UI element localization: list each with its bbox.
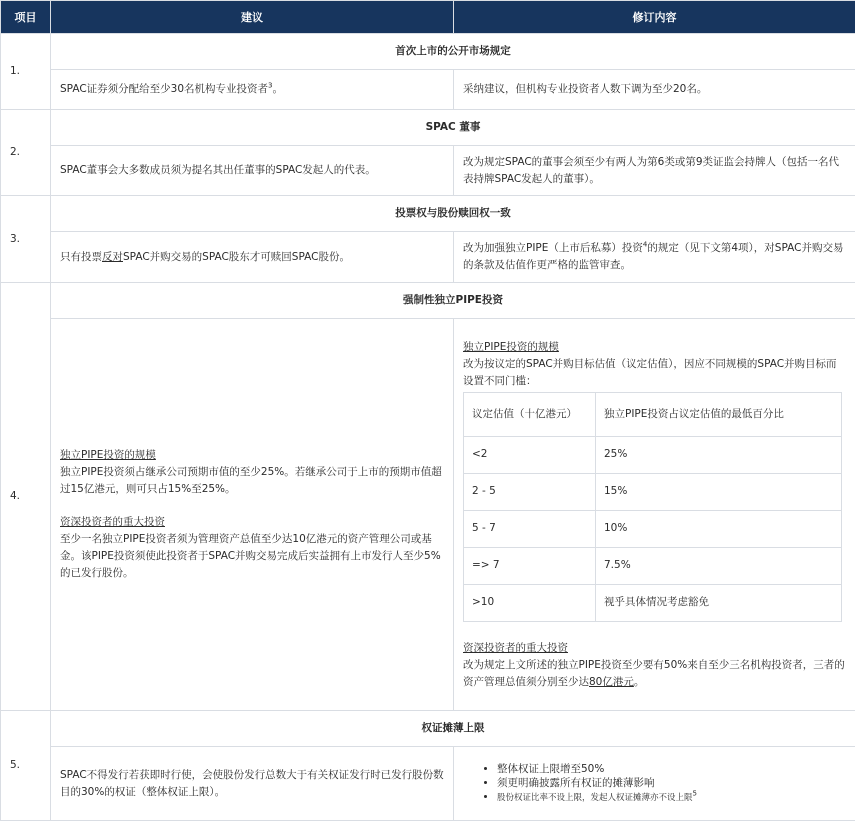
header-revision: 修订内容 bbox=[454, 1, 855, 34]
row-4-content bbox=[1, 319, 855, 711]
row-2-title bbox=[1, 110, 855, 146]
table-row bbox=[464, 473, 842, 510]
threshold-valuation: 5 - 7 bbox=[464, 510, 596, 547]
proposal-emphasis: 反对 bbox=[102, 250, 123, 263]
row-3-content bbox=[1, 232, 855, 283]
threshold-percent: 25% bbox=[596, 436, 842, 473]
revision-cell bbox=[454, 232, 855, 283]
threshold-percent: 15% bbox=[596, 473, 842, 510]
row-title: 权证摊薄上限 bbox=[51, 711, 855, 747]
row-title: 首次上市的公开市场规定 bbox=[51, 34, 855, 70]
list-item-text: 股份权证比率不设上限，发起人权证摊薄亦不设上限 bbox=[497, 793, 693, 803]
threshold-valuation: 2 - 5 bbox=[464, 473, 596, 510]
revision-cell: 改为规定SPAC的董事会须至少有两人为第6类或第9类证监会持牌人（包括一名代表持牌SPAC发起人的董事）。 bbox=[454, 146, 855, 196]
threshold-percent: 视乎具体情况考虑豁免 bbox=[596, 584, 842, 621]
threshold-percent: 10% bbox=[596, 510, 842, 547]
row-1-content bbox=[1, 70, 855, 110]
row-number: 4. bbox=[1, 283, 51, 711]
spacer bbox=[60, 498, 444, 514]
section-text bbox=[463, 657, 846, 691]
footnote-ref: 5 bbox=[692, 789, 697, 798]
header-item: 项目 bbox=[1, 1, 51, 34]
section-text: 至少一名独立PIPE投资者须为管理资产总值至少达10亿港元的资产管理公司或基金。该PIPE投资须使此投资者于SPAC并购交易完成后实益拥有上市发行人至少5%的已发行股份。 bbox=[60, 533, 441, 579]
threshold-header-percent: 独立PIPE投资占议定估值的最低百分比 bbox=[596, 392, 842, 436]
list-item: • 整体权证上限增至50% bbox=[497, 762, 846, 776]
row-number: 3. bbox=[1, 196, 51, 283]
row-number: 5. bbox=[1, 711, 51, 821]
header-proposal: 建议 bbox=[51, 1, 454, 34]
table-header-row bbox=[1, 1, 855, 34]
section-text-emphasis: 80亿港元 bbox=[589, 675, 634, 688]
list-item bbox=[497, 790, 846, 805]
revision-cell bbox=[454, 319, 855, 711]
row-1-title bbox=[1, 34, 855, 70]
threshold-table bbox=[463, 392, 842, 622]
row-4-title bbox=[1, 283, 855, 319]
proposal-text-end: 。 bbox=[272, 83, 283, 95]
table-row bbox=[464, 436, 842, 473]
proposal-cell: SPAC不得发行若获即时行使，会使股份发行总数大于有关权证发行时已发行股份数目的30%的权证（整体权证上限）。 bbox=[51, 747, 454, 821]
row-number: 1. bbox=[1, 34, 51, 110]
revision-text: 改为加强独立PIPE（上市后私募）投资 bbox=[463, 242, 643, 254]
list-item: • 须更明确披露所有权证的摊薄影响 bbox=[497, 776, 846, 790]
table-row bbox=[464, 584, 842, 621]
row-5-title bbox=[1, 711, 855, 747]
row-title: SPAC 董事 bbox=[51, 110, 855, 146]
footnote-ref: 3 bbox=[268, 81, 273, 90]
row-5-content bbox=[1, 747, 855, 821]
row-2-content bbox=[1, 146, 855, 196]
revision-cell: 采纳建议，但机构专业投资者人数下调为至少20名。 bbox=[454, 70, 855, 110]
revision-bullets bbox=[463, 762, 846, 805]
proposal-cell: SPAC董事会大多数成员须为提名其出任董事的SPAC发起人的代表。 bbox=[51, 146, 454, 196]
proposal-text: 只有投票 bbox=[60, 250, 102, 263]
section-heading: 独立PIPE投资的规模 bbox=[60, 449, 156, 461]
threshold-header-valuation: 议定估值（十亿港元） bbox=[464, 392, 596, 436]
table-row bbox=[464, 547, 842, 584]
proposal-text-end: SPAC并购交易的SPAC股东才可赎回SPAC股份。 bbox=[123, 250, 350, 263]
footnote-ref: 4 bbox=[642, 240, 648, 249]
section-text: 独立PIPE投资须占继承公司预期市值的至少25%。若继承公司于上市的预期市值超过15亿港元，则可只占15%至25%。 bbox=[60, 466, 442, 495]
proposal-cell bbox=[51, 319, 454, 711]
threshold-valuation: <2 bbox=[464, 436, 596, 473]
section-text-end: 。 bbox=[633, 675, 645, 688]
row-3-title bbox=[1, 196, 855, 232]
row-number: 2. bbox=[1, 110, 51, 196]
section-heading: 资深投资者的重大投资 bbox=[60, 516, 165, 528]
threshold-valuation: >10 bbox=[464, 584, 596, 621]
threshold-header-row bbox=[464, 392, 842, 436]
proposal-text: SPAC证券须分配给至少30名机构专业投资者 bbox=[60, 83, 269, 95]
revision-text-end: 的规定（见下文第4项），对SPAC并购交易的条款及估值作更严格的监管审查。 bbox=[463, 242, 844, 271]
section-text: 改为按议定的SPAC并购目标估值（议定估值），因应不同规模的SPAC并购目标而设置不同门槛： bbox=[463, 357, 837, 387]
threshold-valuation: => 7 bbox=[464, 547, 596, 584]
revision-cell bbox=[454, 747, 855, 821]
row-title: 投票权与股份赎回权一致 bbox=[51, 196, 855, 232]
proposal-cell bbox=[51, 232, 454, 283]
spacer bbox=[463, 622, 846, 640]
table-row bbox=[464, 510, 842, 547]
section-text-part: 改为规定上文所述的独立PIPE投资至少要有50%来自至少三名机构投资者，三者的资产管理总值须分别至少达 bbox=[463, 658, 845, 688]
section-heading: 资深投资者的重大投资 bbox=[463, 641, 568, 654]
row-title: 强制性独立PIPE投资 bbox=[51, 283, 855, 319]
section-heading: 独立PIPE投资的规模 bbox=[463, 340, 559, 353]
proposal-cell bbox=[51, 70, 454, 110]
threshold-percent: 7.5% bbox=[596, 547, 842, 584]
